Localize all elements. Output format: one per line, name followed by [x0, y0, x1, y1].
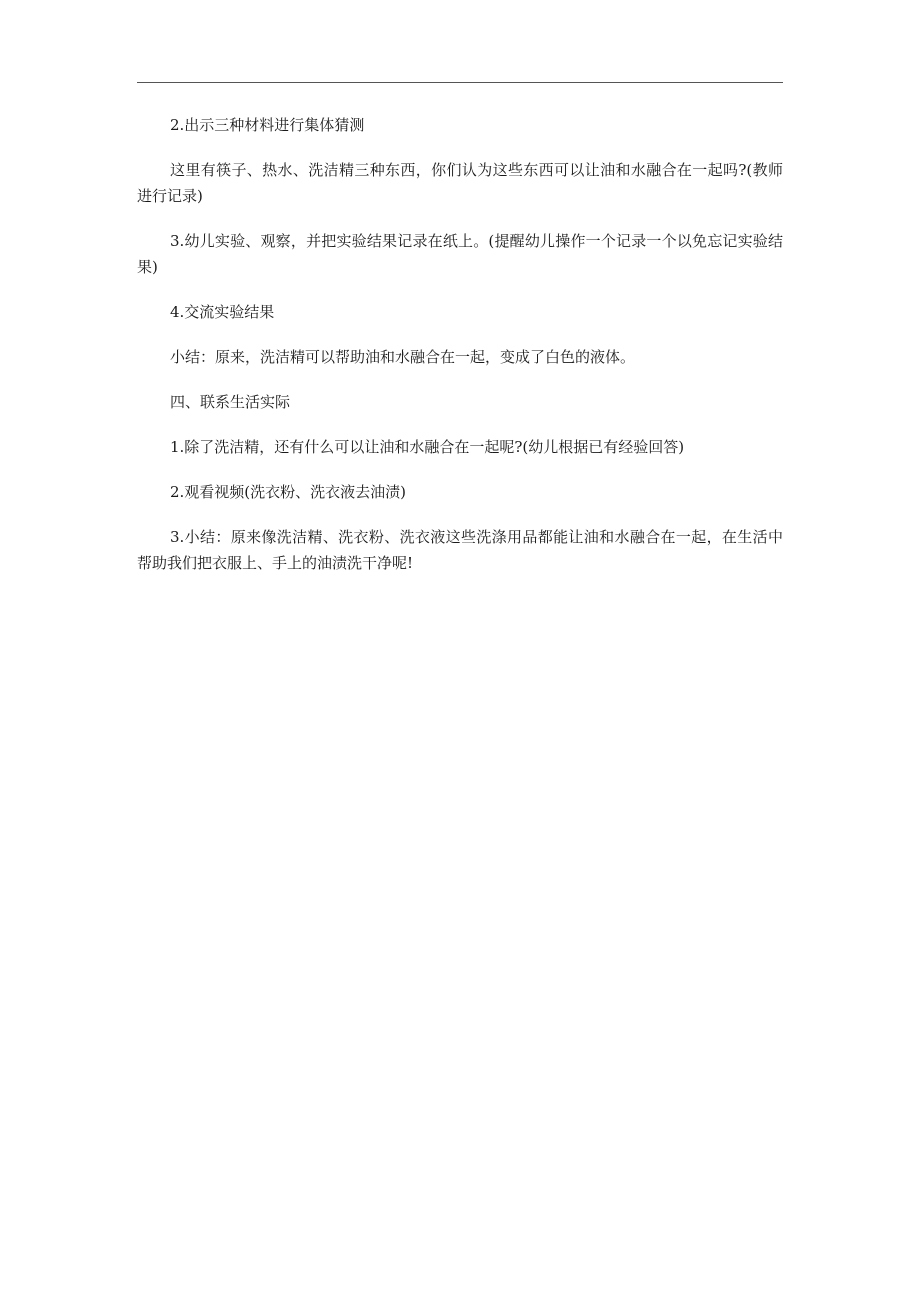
paragraph-step-3-summary: 3.小结：原来像洗洁精、洗衣粉、洗衣液这些洗涤用品都能让油和水融合在一起，在生活中帮助我们把衣服上、手上的油渍洗干净呢!	[137, 528, 783, 572]
document-body	[137, 112, 783, 595]
paragraph-summary-detergent: 小结：原来，洗洁精可以帮助油和水融合在一起，变成了白色的液体。	[170, 348, 636, 366]
paragraph-materials-question: 这里有筷子、热水、洗洁精三种东西，你们认为这些东西可以让油和水融合在一起吗?(教师进行记录)	[137, 161, 783, 205]
paragraph-step-3-experiment: 3.幼儿实验、观察，并把实验结果记录在纸上。(提醒幼儿操作一个记录一个以免忘记实验结果)	[137, 232, 783, 276]
paragraph-step-2-video: 2.观看视频(洗衣粉、洗衣液去油渍)	[170, 483, 407, 501]
paragraph-step-1-other-ways: 1.除了洗洁精，还有什么可以让油和水融合在一起呢?(幼儿根据已有经验回答)	[170, 438, 685, 456]
section-heading-daily-life: 四、联系生活实际	[170, 393, 291, 411]
header-divider	[137, 82, 783, 83]
paragraph-step-2-guess: 2.出示三种材料进行集体猜测	[170, 116, 365, 134]
paragraph-step-4-share: 4.交流实验结果	[170, 303, 275, 321]
